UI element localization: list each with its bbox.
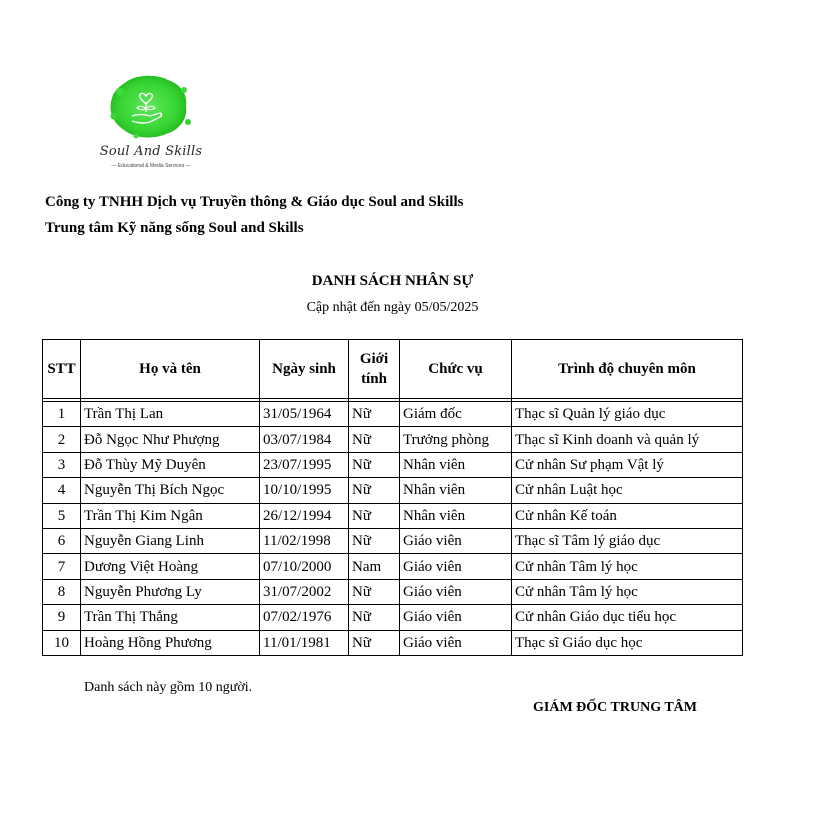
table-header-row [43,340,743,399]
cell-stt: 3 [43,452,81,477]
cell-name: Trần Thị Kim Ngân [81,503,260,528]
document-subtitle: Cập nhật đến ngày 05/05/2025 [306,300,479,315]
cell-gender: Nữ [349,452,400,477]
column-header-birthdate: Ngày sinh [260,340,349,399]
cell-birthdate: 11/01/1981 [260,630,349,655]
logo-script-text: Soul And Skills [99,144,203,159]
cell-gender: Nữ [349,402,400,427]
cell-qualification: Thạc sĩ Giáo dục học [512,630,743,655]
cell-birthdate: 03/07/1984 [260,427,349,452]
cell-stt: 7 [43,554,81,579]
cell-birthdate: 10/10/1995 [260,478,349,503]
cell-qualification: Cử nhân Tâm lý học [512,554,743,579]
cell-name: Nguyễn Thị Bích Ngọc [81,478,260,503]
cell-gender: Nữ [349,605,400,630]
cell-position: Giáo viên [400,554,512,579]
company-name: Công ty TNHH Dịch vụ Truyền thông & Giáo dục Soul and Skills [45,194,464,210]
column-header-position: Chức vụ [400,340,512,399]
staff-table [42,339,743,656]
cell-stt: 9 [43,605,81,630]
cell-name: Nguyễn Giang Linh [81,528,260,553]
column-header-gender: Giới tính [349,340,400,399]
cell-name: Trần Thị Lan [81,402,260,427]
cell-birthdate: 26/12/1994 [260,503,349,528]
table-row [43,452,743,477]
cell-gender: Nữ [349,478,400,503]
cell-gender: Nữ [349,579,400,604]
table-row [43,605,743,630]
cell-name: Nguyễn Phương Ly [81,579,260,604]
logo-tagline: — Educational & Media Services — [111,163,191,169]
staff-table-body [43,399,743,656]
table-row [43,402,743,427]
table-row [43,427,743,452]
document-title: DANH SÁCH NHÂN SỰ [311,273,474,289]
table-row [43,478,743,503]
company-logo [96,72,206,180]
cell-stt: 8 [43,579,81,604]
cell-position: Giáo viên [400,605,512,630]
table-row [43,528,743,553]
column-header-name: Họ và tên [81,340,260,399]
cell-position: Giáo viên [400,630,512,655]
cell-birthdate: 07/10/2000 [260,554,349,579]
cell-stt: 6 [43,528,81,553]
cell-name: Hoàng Hồng Phương [81,630,260,655]
cell-qualification: Cử nhân Sư phạm Vật lý [512,452,743,477]
cell-birthdate: 07/02/1976 [260,605,349,630]
cell-position: Giáo viên [400,579,512,604]
table-row [43,554,743,579]
cell-gender: Nam [349,554,400,579]
cell-birthdate: 31/07/2002 [260,579,349,604]
cell-stt: 5 [43,503,81,528]
column-header-qualification: Trình độ chuyên môn [512,340,743,399]
cell-qualification: Cử nhân Kế toán [512,503,743,528]
cell-name: Dương Việt Hoàng [81,554,260,579]
cell-position: Trưởng phòng [400,427,512,452]
cell-qualification: Thạc sĩ Kinh doanh và quản lý [512,427,743,452]
cell-qualification: Cử nhân Tâm lý học [512,579,743,604]
cell-position: Nhân viên [400,503,512,528]
cell-qualification: Cử nhân Giáo dục tiểu học [512,605,743,630]
list-summary: Danh sách này gồm 10 người. [84,680,253,695]
cell-birthdate: 31/05/1964 [260,402,349,427]
cell-position: Nhân viên [400,478,512,503]
cell-gender: Nữ [349,528,400,553]
table-row [43,630,743,655]
cell-stt: 1 [43,402,81,427]
cell-position: Giáo viên [400,528,512,553]
table-row [43,579,743,604]
cell-stt: 4 [43,478,81,503]
cell-name: Trần Thị Thắng [81,605,260,630]
cell-birthdate: 11/02/1998 [260,528,349,553]
signer-title: GIÁM ĐỐC TRUNG TÂM [533,700,697,715]
hand-with-heart-sprout-icon [96,72,206,142]
cell-qualification: Thạc sĩ Tâm lý giáo dục [512,528,743,553]
cell-gender: Nữ [349,503,400,528]
cell-qualification: Thạc sĩ Quản lý giáo dục [512,402,743,427]
cell-name: Đỗ Thùy Mỹ Duyên [81,452,260,477]
cell-qualification: Cử nhân Luật học [512,478,743,503]
cell-position: Nhân viên [400,452,512,477]
cell-name: Đỗ Ngọc Như Phượng [81,427,260,452]
table-row [43,503,743,528]
cell-position: Giám đốc [400,402,512,427]
cell-birthdate: 23/07/1995 [260,452,349,477]
cell-stt: 2 [43,427,81,452]
center-name: Trung tâm Kỹ năng sống Soul and Skills [45,220,304,236]
cell-gender: Nữ [349,630,400,655]
cell-gender: Nữ [349,427,400,452]
column-header-stt: STT [43,340,81,399]
cell-stt: 10 [43,630,81,655]
